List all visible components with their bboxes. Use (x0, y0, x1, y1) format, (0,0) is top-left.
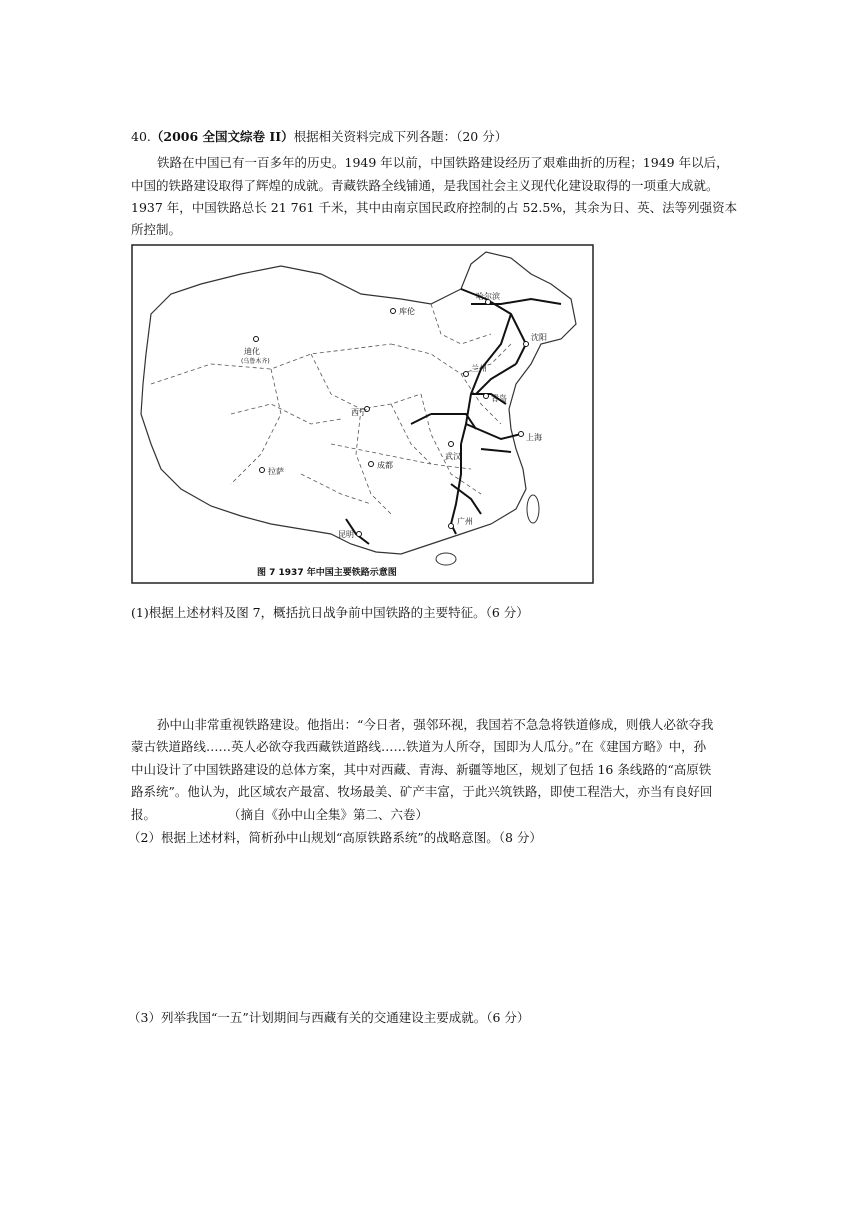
material2-line-5 (131, 806, 428, 824)
city-label-kunming: 昆明 (338, 530, 354, 539)
question-prompt: 根据相关资料完成下列各题：（20 分） (293, 129, 508, 144)
city-label-lanzhou: 兰州 (471, 364, 487, 373)
city-label-dihua: 迪化 (244, 347, 260, 356)
question-2: （2）根据上述材料，简析孙中山规划“高原铁路系统”的战略意图。（8 分） (128, 830, 542, 845)
city-label-harbin: 哈尔滨 (476, 292, 500, 301)
material1-line-2: 中国的铁路建设取得了辉煌的成就。青藏铁路全线铺通，是我国社会主义现代化建设取得的一项重大成就。 (131, 178, 719, 193)
material1-line-1: 铁路在中国已有一百多年的历史。1949 年以前，中国铁路建设经历了艰难曲折的历程；1949 年以后， (157, 155, 729, 170)
question-1: (1)根据上述材料及图 7，概括抗日战争前中国铁路的主要特征。（6 分） (131, 605, 529, 620)
material2-line-4: 路系统”。他认为，此区域农产最富、牧场最美、矿产丰富，于此兴筑铁路，即使工程浩大，亦当有良好回 (131, 784, 713, 799)
city-label-kulun: 库伦 (399, 307, 415, 316)
question-3: （3）列举我国“一五”计划期间与西藏有关的交通建设主要成就。（6 分） (128, 1010, 530, 1025)
material2-last: 报。 (131, 807, 157, 822)
material2-line-2: 蒙古铁道路线……英人必欲夺我西藏铁道路线……铁道为人所夺，国即为人瓜分。”在《建国方略》中，孙 (131, 739, 707, 754)
material2-line-1: 孙中山非常重视铁路建设。他指出：“今日者，强邻环视，我国若不急急将铁道修成，则俄人必欲夺我 (157, 717, 714, 732)
city-label-xining: 西宁 (351, 408, 367, 417)
city-label-shenyang: 沈阳 (531, 333, 547, 342)
railway-map-figure (131, 244, 594, 584)
city-label-chengdu: 成都 (377, 461, 393, 470)
city-label-guangzhou: 广州 (457, 517, 473, 526)
question-source: （2006 全国文综卷 II） (150, 129, 294, 144)
material2-source: （摘自《孙中山全集》第二、六卷） (228, 807, 429, 822)
material1-line-4: 所控制。 (131, 222, 182, 237)
map-caption: 图 7 1937 年中国主要铁路示意图 (257, 568, 397, 578)
question-header (131, 128, 507, 146)
question-number: 40. (131, 129, 151, 144)
railway-map (131, 244, 594, 584)
city-label-qingdao: 青岛 (491, 394, 507, 403)
material2-line-3: 中山设计了中国铁路建设的总体方案，其中对西藏、青海、新疆等地区，规划了包括 16 条线路的“高原铁 (131, 762, 712, 777)
material1-line-3: 1937 年，中国铁路总长 21 761 千米，其中由南京国民政府控制的占 52.5%，其余为日、英、法等列强资本 (131, 200, 738, 215)
city-label-lasa: 拉萨 (268, 467, 284, 476)
city-label-dihua-sub: (乌鲁木齐) (241, 358, 270, 365)
city-label-shanghai: 上海 (526, 433, 542, 442)
city-label-wuhan: 武汉 (445, 452, 461, 461)
